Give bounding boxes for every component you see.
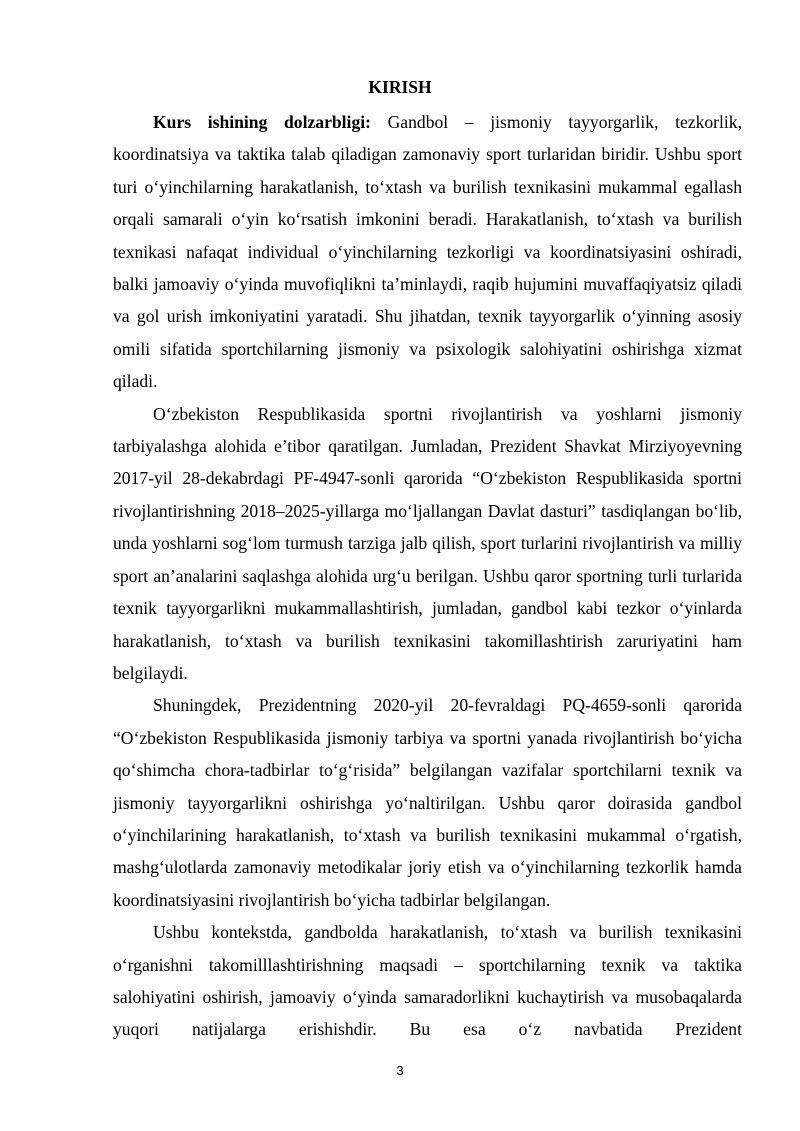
- paragraph-context: [113, 916, 742, 1046]
- paragraph-presidential-decree: [113, 689, 742, 916]
- document-body: [113, 106, 742, 1046]
- page-number: 3: [396, 1063, 404, 1078]
- paragraph-lead: Kurs ishining dolzarbligi:: [153, 112, 371, 132]
- page-title: KIRISH: [368, 77, 432, 97]
- paragraph-text: O‘zbekiston Respublikasida sportni rivojlantirish va yoshlarni jismoniy tarbiyalashga alohida e’tibor qaratilgan. Jumladan, Prezident Shavkat Mirziyoyevning 2017-yil 28-dekabrdagi PF-4947-sonli qarorida “O‘zbekiston Respublikasida sportni rivojlantirishning 2018–2025-yillarga mo‘ljallangan Davlat dasturi” tasdiqlangan bo‘lib, unda yoshlarni sog‘lom turmush tarziga jalb qilish, sport turlarini rivojlantirish va milliy sport an’analarini saqlashga alohida urg‘u berilgan. Ushbu qaror sportning turli turlarida texnik tayyorgarlikni mukammallashtirish, jumladan, gandbol kabi tezkor o‘yinlarda harakatlanish, to‘xtash va burilish texnikasini takomillashtirish zaruriyatini ham belgilaydi.: [113, 403, 742, 683]
- paragraph-text: Shuningdek, Prezidentning 2020-yil 20-fevraldagi PQ-4659-sonli qarorida “O‘zbekiston Respublikasida jismoniy tarbiya va sportni yanada rivojlantirish bo‘yicha qo‘shimcha chora-tadbirlar to‘g‘risida” belgilangan vazifalar sportchilarni texnik va jismoniy tayyorgarlikni oshirishga yo‘naltirilgan. Ushbu qaror doirasida gandbol o‘yinchilarining harakatlanish, to‘xtash va burilish texnikasini mukammal o‘rgatish, mashg‘ulotlarda zamonaviy metodikalar joriy etish va o‘yinchilarning tezkorlik hamda koordinatsiyasini rivojlantirish bo‘yicha tadbirlar belgilangan.: [113, 695, 742, 910]
- paragraph-text: Gandbol – jismoniy tayyorgarlik, tezkorlik, koordinatsiya va taktika talab qiladigan zamonaviy sport turlaridan biridir. Ushbu sport turi o‘yinchilarning harakatlanish, to‘xtash va burilish texnikasini mukammal egallash orqali samarali o‘yin ko‘rsatish imkonini beradi. Harakatlanish, to‘xtash va burilish texnikasi nafaqat individual o‘yinchilarning tezkorligi va koordinatsiyasini oshiradi, balki jamoaviy o‘yinda muvofiqlikni ta’minlaydi, raqib hujumini muvaffaqiyatsiz qiladi va gol urish imkoniyatini yaratadi. Shu jihatdan, texnik tayyorgarlik o‘yinning asosiy omili sifatida sportchilarning jismoniy va psixologik salohiyatini oshirishga xizmat qiladi.: [113, 112, 742, 392]
- paragraph-text: Ushbu kontekstda, gandbolda harakatlanish, to‘xtash va burilish texnikasini o‘rganishni takomilllashtirishning maqsadi – sportchilarning texnik va taktika salohiyatini oshirish, jamoaviy o‘yinda samaradorlikni kuchaytirish va musobaqalarda yuqori natijalarga erishishdir. Bu esa o‘z navbatida Prezident: [113, 922, 742, 1040]
- paragraph-relevance: [113, 106, 742, 398]
- paragraph-state-program: [113, 398, 742, 690]
